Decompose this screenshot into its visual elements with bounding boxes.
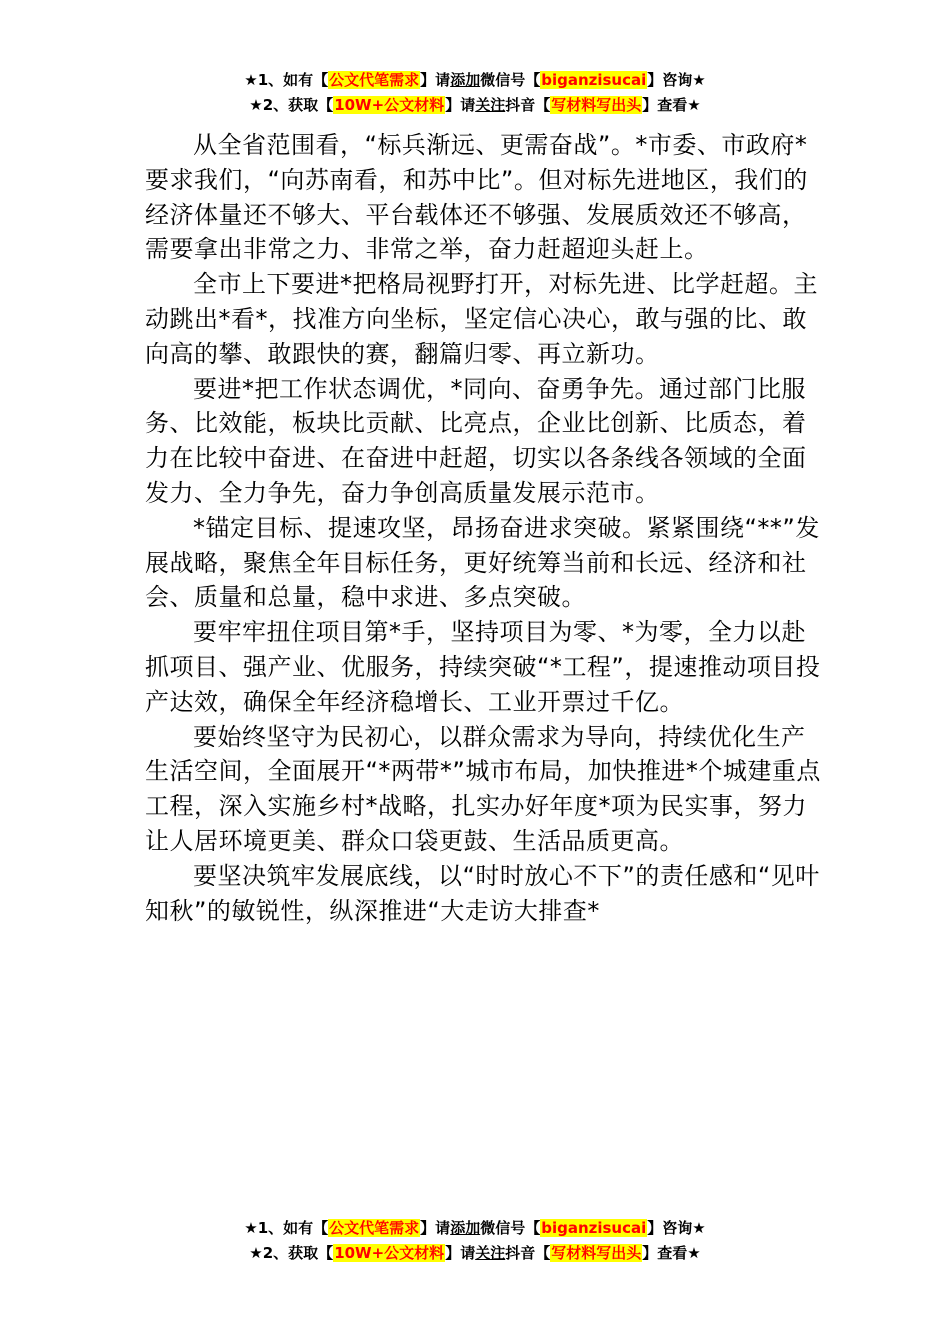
header-highlight-wechat-id: biganzisucai	[541, 71, 647, 89]
footer-highlight-douyin: 写材料写出头	[551, 1244, 642, 1262]
header-banner-line-1: ★1、如有【公文代笔需求】请添加微信号【biganzisucai】咨询★	[244, 71, 706, 89]
document-body	[145, 128, 825, 928]
header-highlight-service: 公文代笔需求	[329, 71, 420, 89]
footer-highlight-wechat-id: biganzisucai	[541, 1219, 647, 1237]
header-banner	[0, 68, 950, 118]
header-highlight-douyin: 写材料写出头	[551, 96, 642, 114]
paragraph: 要始终坚守为民初心，以群众需求为导向，持续优化生产生活空间，全面展开“*两带*”城市布局，加快推进*个城建重点工程，深入实施乡村*战略，扎实办好年度*项为民实事，努力让人居环境更美、群众口袋更鼓、生活品质更高。	[145, 722, 821, 855]
paragraph: 要进*把工作状态调优，*同向、奋勇争先。通过部门比服务、比效能，板块比贡献、比亮点，企业比创新、比质态，着力在比较中奋进、在奋进中赶超，切实以各条线各领域的全面发力、全力争先，奋力争创高质量发展示范市。	[145, 374, 807, 507]
paragraph: 全市上下要进*把格局视野打开，对标先进、比学赶超。主动跳出*看*，找准方向坐标，坚定信心决心，敢与强的比、敢向高的攀、敢跟快的赛，翻篇归零、再立新功。	[145, 270, 818, 368]
paragraph: 要牢牢扭住项目第*手，坚持项目为零、*为零，全力以赴抓项目、强产业、优服务，持续突破“*工程”，提速推动项目投产达效，确保全年经济稳增长、工业开票过千亿。	[145, 618, 821, 716]
footer-banner-line-1: ★1、如有【公文代笔需求】请添加微信号【biganzisucai】咨询★	[244, 1219, 706, 1237]
footer-banner	[0, 1216, 950, 1266]
paragraph: 从全省范围看，“标兵渐远、更需奋战”。*市委、市政府*要求我们，“向苏南看，和苏中比”。但对标先进地区，我们的经济体量还不够大、平台载体还不够强、发展质效还不够高，需要拿出非常之力、非常之举，奋力赶超迎头赶上。	[145, 131, 808, 264]
paragraph: 要坚决筑牢发展底线，以“时时放心不下”的责任感和“见叶知秋”的敏锐性，纵深推进“大走访大排查*	[145, 861, 820, 925]
footer-highlight-service: 公文代笔需求	[329, 1219, 420, 1237]
paragraph: *锚定目标、提速攻坚，昂扬奋进求突破。紧紧围绕“**”发展战略，聚焦全年目标任务，更好统筹当前和长远、经济和社会、质量和总量，稳中求进、多点突破。	[145, 513, 820, 612]
header-highlight-materials: 10W+公文材料	[334, 96, 445, 114]
footer-highlight-materials: 10W+公文材料	[334, 1244, 445, 1262]
footer-banner-line-2: ★2、获取【10W+公文材料】请关注抖音【写材料写出头】查看★	[249, 1244, 701, 1262]
header-banner-line-2: ★2、获取【10W+公文材料】请关注抖音【写材料写出头】查看★	[249, 96, 701, 114]
